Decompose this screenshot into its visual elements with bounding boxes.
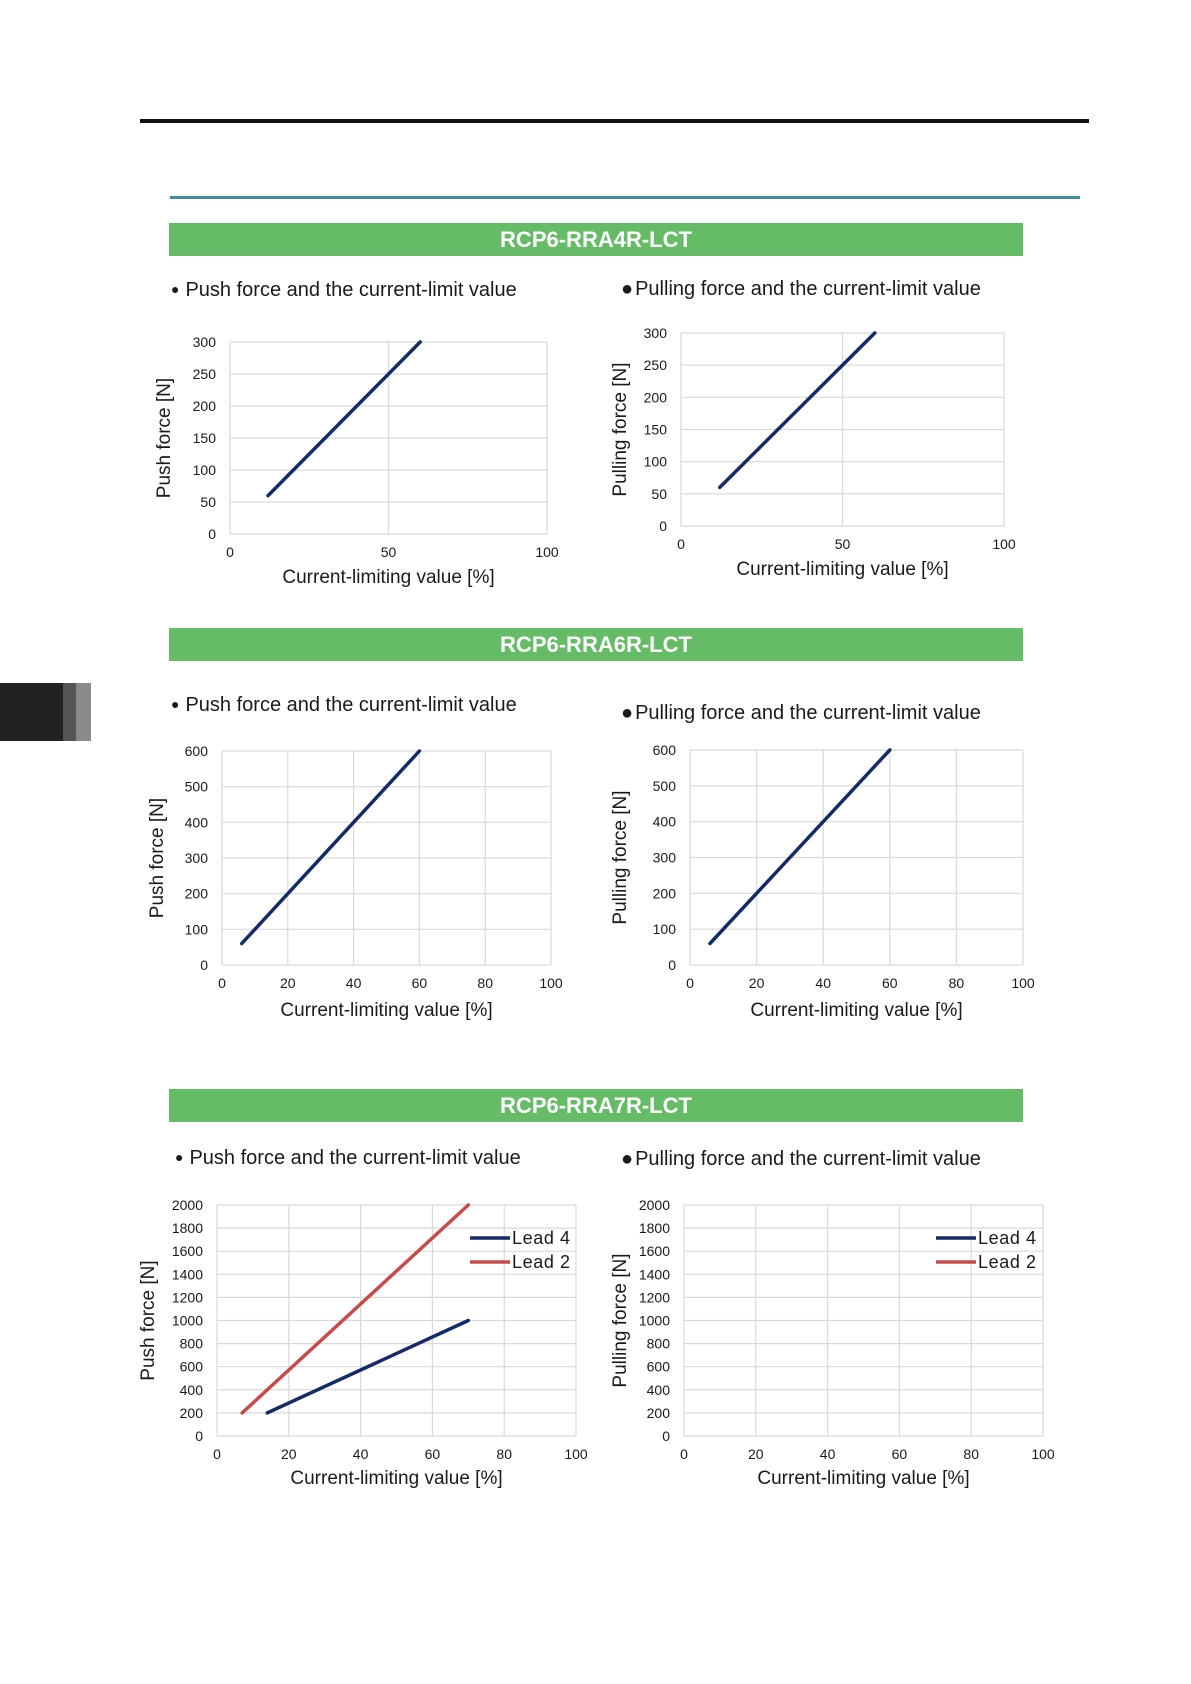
chart-4-ytick-label: 100 xyxy=(652,921,676,938)
chart-4-ytick-label: 500 xyxy=(652,777,676,794)
chart-6-legend-label: Lead 4 xyxy=(978,1228,1037,1248)
chart-5-ytick-label: 2000 xyxy=(171,1197,203,1213)
chart-5-ytick-label: 200 xyxy=(179,1404,203,1421)
chart-4-xtick-label: 100 xyxy=(1011,975,1035,991)
chart-2-ytick-label: 200 xyxy=(643,389,667,406)
bullet-icon: ● xyxy=(621,278,634,300)
chart-3-ytick-label: 200 xyxy=(184,885,208,902)
chart-1-ytick-label: 150 xyxy=(192,430,216,446)
chart-1-ytick-label: 300 xyxy=(192,334,216,350)
chart-2-xtick-label: 0 xyxy=(677,536,685,552)
chart-2-y-axis-title: Pulling force [N] xyxy=(610,362,631,497)
chart-3-ytick-label: 100 xyxy=(184,921,208,938)
chart-5-legend-label: Lead 2 xyxy=(512,1252,571,1272)
chart-6-ytick-label: 0 xyxy=(662,1428,670,1444)
chart-3-ytick-label: 0 xyxy=(200,957,208,973)
chart-6-xtick-label: 80 xyxy=(963,1446,979,1462)
chart-4-xtick-label: 60 xyxy=(882,975,898,991)
chart-4-y-axis-title: Pulling force [N] xyxy=(610,790,631,925)
chart-2-ytick-label: 0 xyxy=(659,518,667,534)
chart-4-subtitle: ● Pulling force and the current-limit value xyxy=(621,702,981,724)
chart-6-ytick-label: 1000 xyxy=(638,1312,670,1329)
chart-1-ytick-label: 200 xyxy=(192,398,216,414)
chart-3-series-line xyxy=(242,751,420,944)
chart-6-ytick-label: 2000 xyxy=(638,1197,670,1213)
chart-6-xtick-label: 100 xyxy=(1031,1446,1055,1462)
chart-5-x-axis-title: Current-limiting value [%] xyxy=(290,1468,503,1489)
chart-1-x-axis-title: Current-limiting value [%] xyxy=(282,567,495,588)
chart-6-ytick-label: 1400 xyxy=(638,1266,670,1283)
chart-5-xtick-label: 100 xyxy=(564,1446,588,1462)
chart-6-xtick-label: 60 xyxy=(891,1446,908,1462)
chart-2-x-axis-title: Current-limiting value [%] xyxy=(736,559,949,580)
chart-4-xtick-label: 80 xyxy=(948,975,965,991)
chart-3-xtick-label: 100 xyxy=(539,975,563,991)
chart-1-ytick-label: 0 xyxy=(208,526,216,542)
chart-4-series-line xyxy=(710,750,890,944)
chart-2-ytick-label: 50 xyxy=(651,485,667,502)
chart-2-ytick-label: 150 xyxy=(643,421,667,438)
chart-5-xtick-label: 0 xyxy=(213,1446,221,1462)
chart-4-xtick-label: 40 xyxy=(815,975,831,991)
chart-5-xtick-label: 80 xyxy=(496,1446,512,1462)
chart-2-xtick-label: 50 xyxy=(834,536,851,552)
chart-1-ytick-label: 100 xyxy=(192,462,216,478)
chart-6-y-axis-title: Pulling force [N] xyxy=(610,1253,631,1388)
chart-5-legend-label: Lead 4 xyxy=(512,1228,571,1248)
chart-5-ytick-label: 1400 xyxy=(171,1266,203,1283)
chart-6-x-axis-title: Current-limiting value [%] xyxy=(757,1468,970,1489)
chart-5-xtick-label: 20 xyxy=(281,1446,297,1462)
chart-6-ytick-label: 600 xyxy=(646,1358,670,1375)
chart-2-ytick-label: 300 xyxy=(643,325,667,341)
chart-5-ytick-label: 1800 xyxy=(171,1220,203,1237)
chart-6-xtick-label: 20 xyxy=(748,1446,764,1462)
chart-5-ytick-label: 1600 xyxy=(171,1243,203,1260)
chart-5-subtitle: ● Push force and the current-limit value xyxy=(175,1147,521,1169)
chart-3-xtick-label: 20 xyxy=(280,975,296,991)
bullet-icon: ● xyxy=(171,696,180,712)
chart-6-ytick-label: 1800 xyxy=(638,1220,670,1237)
chart-5-xtick-label: 60 xyxy=(424,1446,441,1462)
chart-5-ytick-label: 400 xyxy=(179,1381,203,1398)
chart-1-xtick-label: 100 xyxy=(535,544,559,560)
chart-2-subtitle: ● Pulling force and the current-limit value xyxy=(621,278,981,300)
chart-4-xtick-label: 0 xyxy=(686,975,694,991)
chart-1-ytick-label: 250 xyxy=(192,366,216,382)
chart-2-xtick-label: 100 xyxy=(992,536,1016,552)
section-banner-rra6r: RCP6-RRA6R-LCT xyxy=(169,628,1023,661)
chart-2-ytick-label: 100 xyxy=(643,453,667,470)
chart-3-ytick-label: 500 xyxy=(184,778,208,795)
chart-6-ytick-label: 1600 xyxy=(638,1243,670,1260)
chart-6-ytick-label: 200 xyxy=(646,1404,670,1421)
chart-5-ytick-label: 600 xyxy=(179,1358,203,1375)
chart-3-ytick-label: 300 xyxy=(184,850,208,866)
chart-5-series-line-lead-2 xyxy=(242,1205,468,1413)
chart-6-ytick-label: 800 xyxy=(646,1335,670,1352)
bullet-icon: ● xyxy=(175,1149,184,1165)
bullet-icon: ● xyxy=(621,1148,634,1170)
chart-3-subtitle: ● Push force and the current-limit value xyxy=(171,694,517,716)
chart-6-xtick-label: 40 xyxy=(819,1446,836,1462)
chart-1-series-line xyxy=(268,342,420,496)
chart-6-ytick-label: 1200 xyxy=(638,1289,670,1306)
chart-2-series-line xyxy=(720,333,875,487)
chart-5-xtick-label: 40 xyxy=(352,1446,369,1462)
chart-1-xtick-label: 0 xyxy=(226,544,234,560)
chart-3-xtick-label: 0 xyxy=(218,975,226,991)
chart-3-xtick-label: 60 xyxy=(411,975,428,991)
chart-6-legend-label: Lead 2 xyxy=(978,1252,1037,1272)
chart-4-ytick-label: 400 xyxy=(652,813,676,830)
chart-3-xtick-label: 80 xyxy=(477,975,493,991)
chart-5-y-axis-title: Push force [N] xyxy=(138,1260,159,1381)
chart-1-xtick-label: 50 xyxy=(380,544,397,560)
chart-5-ytick-label: 1200 xyxy=(171,1289,203,1306)
chart-5-ytick-label: 1000 xyxy=(171,1312,203,1329)
chart-3-xtick-label: 40 xyxy=(345,975,362,991)
chart-2-ytick-label: 250 xyxy=(643,357,667,374)
bullet-icon: ● xyxy=(621,702,634,724)
chart-4-ytick-label: 200 xyxy=(652,885,676,902)
chart-3-y-axis-title: Push force [N] xyxy=(147,797,168,919)
chart-3-x-axis-title: Current-limiting value [%] xyxy=(280,1000,493,1021)
chart-1-y-axis-title: Push force [N] xyxy=(154,377,175,499)
section-banner-rra7r: RCP6-RRA7R-LCT xyxy=(169,1089,1023,1122)
chart-5-ytick-label: 800 xyxy=(179,1335,203,1352)
chart-3-ytick-label: 400 xyxy=(184,814,208,831)
chart-6-subtitle: ● Pulling force and the current-limit value xyxy=(621,1148,981,1170)
chart-4-ytick-label: 300 xyxy=(652,849,676,866)
bullet-icon: ● xyxy=(171,281,180,297)
chart-6-xtick-label: 0 xyxy=(680,1446,688,1462)
chart-4-xtick-label: 20 xyxy=(748,975,765,991)
chart-6-ytick-label: 400 xyxy=(646,1381,670,1398)
chart-4-x-axis-title: Current-limiting value [%] xyxy=(750,1000,963,1021)
chart-4-ytick-label: 600 xyxy=(652,742,676,758)
chart-5-ytick-label: 0 xyxy=(195,1428,203,1444)
chart-1-subtitle: ● Push force and the current-limit value xyxy=(171,279,517,301)
chart-3-ytick-label: 600 xyxy=(184,743,208,759)
section-banner-rra4r: RCP6-RRA4R-LCT xyxy=(169,223,1023,256)
chart-4-ytick-label: 0 xyxy=(668,957,676,973)
chart-1-ytick-label: 50 xyxy=(200,494,216,510)
